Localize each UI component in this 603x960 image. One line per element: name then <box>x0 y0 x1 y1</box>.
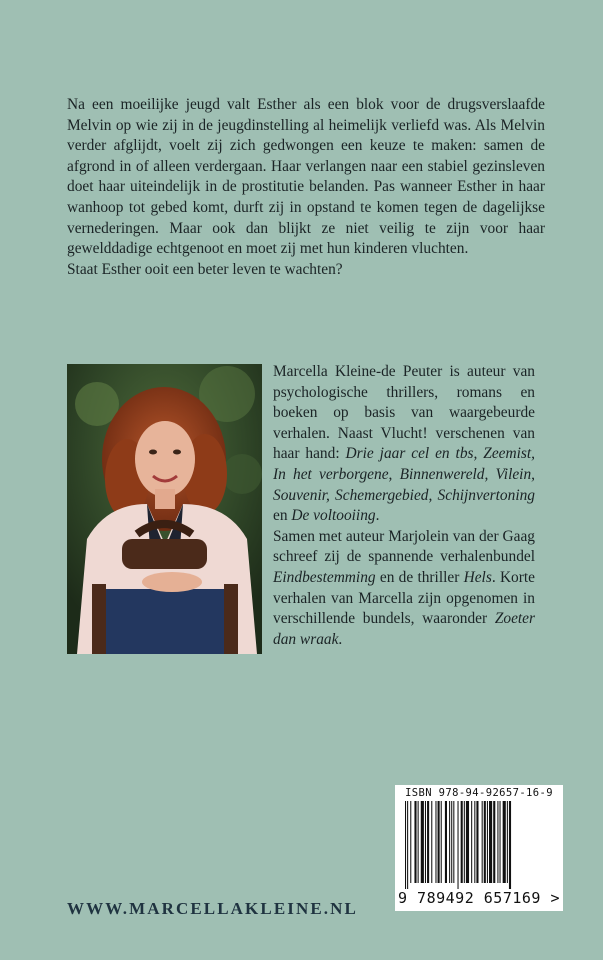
barcode-bar <box>451 801 452 883</box>
barcode-bar <box>449 801 450 883</box>
barcode-bar <box>445 801 447 883</box>
blurb-question: Staat Esther ooit een beter leven te wachten? <box>67 260 343 278</box>
barcode-bar <box>497 801 498 883</box>
barcode-bar <box>407 801 408 889</box>
bio-paragraph-2 <box>273 527 535 651</box>
blurb-paragraph: Na een moeilijke jeugd valt Esther als een blok voor de drugsverslaafde Melvin op wie zij in de jeugdinstelling al heimelijk verliefd was. Als Melvin verder afglijdt, voelt zij zich gedwongen een keuze te maken: samen de afgrond in of alleen verdergaan. Haar verlangen naar een stabiel gezinsleven doet haar uiteindelijk in de prostitutie belanden. Pas wanneer Esther in haar wanhoop tot gebed komt, durft zij in opstand te komen tegen de dagelijkse vernederingen. Maar ook dan blijkt ze niet veilig te zijn voor haar gewelddadige echtgenoot en moet zij met hun kinderen vluchten. <box>67 96 545 258</box>
bio-p2-intro: Samen met auteur Marjolein van der Gaag schreef zij de spannende verhalenbundel <box>273 527 535 566</box>
website-url: WWW.MARCELLAKLEINE.NL <box>67 899 358 918</box>
barcode-bar <box>500 801 501 883</box>
bio-title-voltooiing: De voltooiing <box>291 507 376 525</box>
barcode-bar <box>489 801 492 883</box>
barcode-bar <box>425 801 426 883</box>
barcode-bar <box>435 801 436 883</box>
author-bio <box>273 362 535 650</box>
barcode-bar <box>493 801 495 883</box>
author-photo <box>67 364 262 654</box>
barcode-bar <box>438 801 440 883</box>
barcode-bar <box>414 801 416 883</box>
bio-end-1: . <box>375 507 380 525</box>
barcode-bar <box>410 801 411 883</box>
bio-and: en <box>273 507 292 525</box>
barcode-bar <box>484 801 486 883</box>
barcode-bar <box>453 801 454 883</box>
barcode-bar <box>441 801 442 883</box>
bio-title-zoeter: Zoeter dan wraak <box>273 610 535 648</box>
bio-p2-rest: . Korte verhalen van Marcella zijn opgenomen in verschillende bundels, waaronder <box>273 568 535 628</box>
barcode-bar <box>464 801 465 883</box>
bio-end-2: . <box>338 630 343 648</box>
barcode-bar <box>474 801 475 883</box>
barcode-bar <box>427 801 429 883</box>
barcode-bars <box>399 801 559 889</box>
isbn-barcode <box>395 785 563 911</box>
barcode-bar <box>461 801 463 883</box>
barcode-bar <box>471 801 472 883</box>
barcode-bar <box>458 801 459 889</box>
barcode-bar <box>418 801 419 883</box>
isbn-label: ISBN 978-94-92657-16-9 <box>405 787 553 799</box>
barcode-bar <box>405 801 406 889</box>
bio-title-hels: Hels <box>463 568 492 586</box>
bio-p2-mid: en de thriller <box>375 568 464 586</box>
barcode-bar <box>466 801 469 883</box>
barcode-bar <box>507 801 508 883</box>
bio-titles-list: Drie jaar cel en tbs, Zeemist, In het verborgene, Binnenwereld, Vilein, Souvenir, Schemergebied, Schijnvertoning <box>273 445 536 504</box>
blurb <box>67 95 545 280</box>
barcode-bar <box>476 801 478 883</box>
bio-paragraph-1 <box>273 362 535 527</box>
ean-digits: 9 789492 657169 > <box>397 889 561 907</box>
bio-p1-intro: Marcella Kleine-de Peuter is auteur van psychologische thrillers, romans en boeken op basis van waargebeurde verhalen. Naast Vlucht! verschenen van haar hand: <box>273 363 535 463</box>
barcode-bar <box>421 801 424 883</box>
barcode-bar <box>482 801 483 883</box>
barcode-bar <box>503 801 506 883</box>
bio-title-eindbestemming: Eindbestemming <box>273 568 376 586</box>
barcode-bar <box>509 801 511 889</box>
barcode-bar <box>431 801 432 883</box>
barcode-bar <box>487 801 488 883</box>
